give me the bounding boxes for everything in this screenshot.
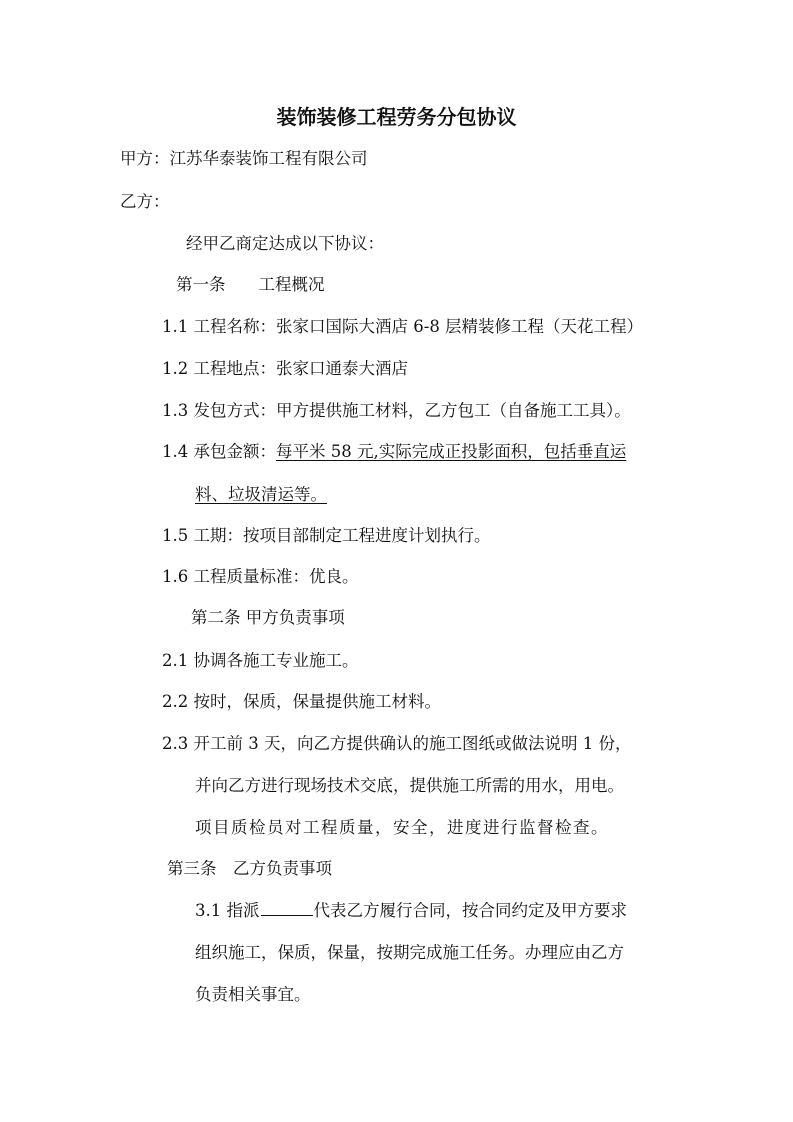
clause-text: 工期：按项目部制定工程进度计划执行。: [193, 526, 491, 545]
document-title: 装饰装修工程劳务分包协议: [276, 105, 517, 129]
clause-1-5: [162, 525, 491, 547]
clause-2-1: [162, 650, 359, 672]
clause-text: 发包方式：甲方提供施工材料，乙方包工（自备施工工具）。: [193, 401, 631, 420]
clause-text: 协调各施工专业施工。: [193, 651, 359, 670]
clause-2-3: [162, 733, 631, 755]
clause-1-3: [162, 400, 631, 422]
clause-number: 1.2: [162, 359, 189, 378]
clause-number: 1.3: [162, 401, 189, 420]
clause-text-post: 代表乙方履行合同，按合同约定及甲方要求: [313, 901, 627, 920]
clause-1-6: [162, 566, 359, 588]
intro-text: 经甲乙商定达成以下协议：: [186, 234, 384, 253]
clause-3-1-line2: 组织施工，保质，保量，按期完成施工任务。办理应由乙方: [195, 943, 624, 962]
clause-number: 1.4: [162, 442, 189, 461]
clause-number: 1.5: [162, 526, 189, 545]
clause-1-2: [162, 358, 408, 380]
article-2-heading: 第二条 甲方负责事项: [191, 608, 345, 627]
clause-3-1: [195, 900, 627, 922]
clause-number: 2.1: [162, 651, 189, 670]
contract-amount-text-cont: 料、垃圾清运等。: [195, 485, 327, 504]
clause-text: 工程名称：张家口国际大酒店 6-8 层精装修工程（天花工程）: [193, 317, 644, 336]
clause-number: 2.3: [162, 734, 189, 753]
article-3-heading: 第三条 乙方负责事项: [167, 859, 332, 878]
party-b: 乙方：: [120, 192, 170, 211]
clause-number: 3.1: [195, 901, 222, 920]
clause-3-1-line3: 负责相关事宜。: [195, 985, 311, 1004]
clause-text: 开工前 3 天，向乙方提供确认的施工图纸或做法说明 1 份，: [193, 734, 632, 753]
clause-number: 1.6: [162, 567, 189, 586]
article-1-heading: 第一条 工程概况: [176, 275, 325, 294]
clause-1-4-continued: [195, 484, 327, 506]
clause-label: 承包金额：: [193, 442, 276, 461]
clause-1-4: [162, 441, 626, 463]
clause-number: 1.1: [162, 317, 189, 336]
clause-text: 工程地点：张家口通泰大酒店: [193, 359, 408, 378]
contract-amount-text: 每平米 58 元,实际完成正投影面积，包括垂直运: [276, 442, 627, 461]
clause-1-1: [162, 316, 643, 338]
clause-2-2: [162, 691, 441, 713]
clause-number: 2.2: [162, 692, 189, 711]
party-a: 甲方：江苏华泰装饰工程有限公司: [120, 149, 368, 168]
clause-text: 按时，保质，保量提供施工材料。: [193, 692, 441, 711]
clause-text: 工程质量标准：优良。: [193, 567, 359, 586]
clause-text-pre: 指派: [226, 901, 260, 920]
clause-2-3-line3: 项目质检员对工程质量，安全，进度进行监督检查。: [195, 818, 609, 837]
representative-blank: [261, 900, 313, 916]
clause-2-3-line2: 并向乙方进行现场技术交底，提供施工所需的用水，用电。: [195, 776, 624, 795]
